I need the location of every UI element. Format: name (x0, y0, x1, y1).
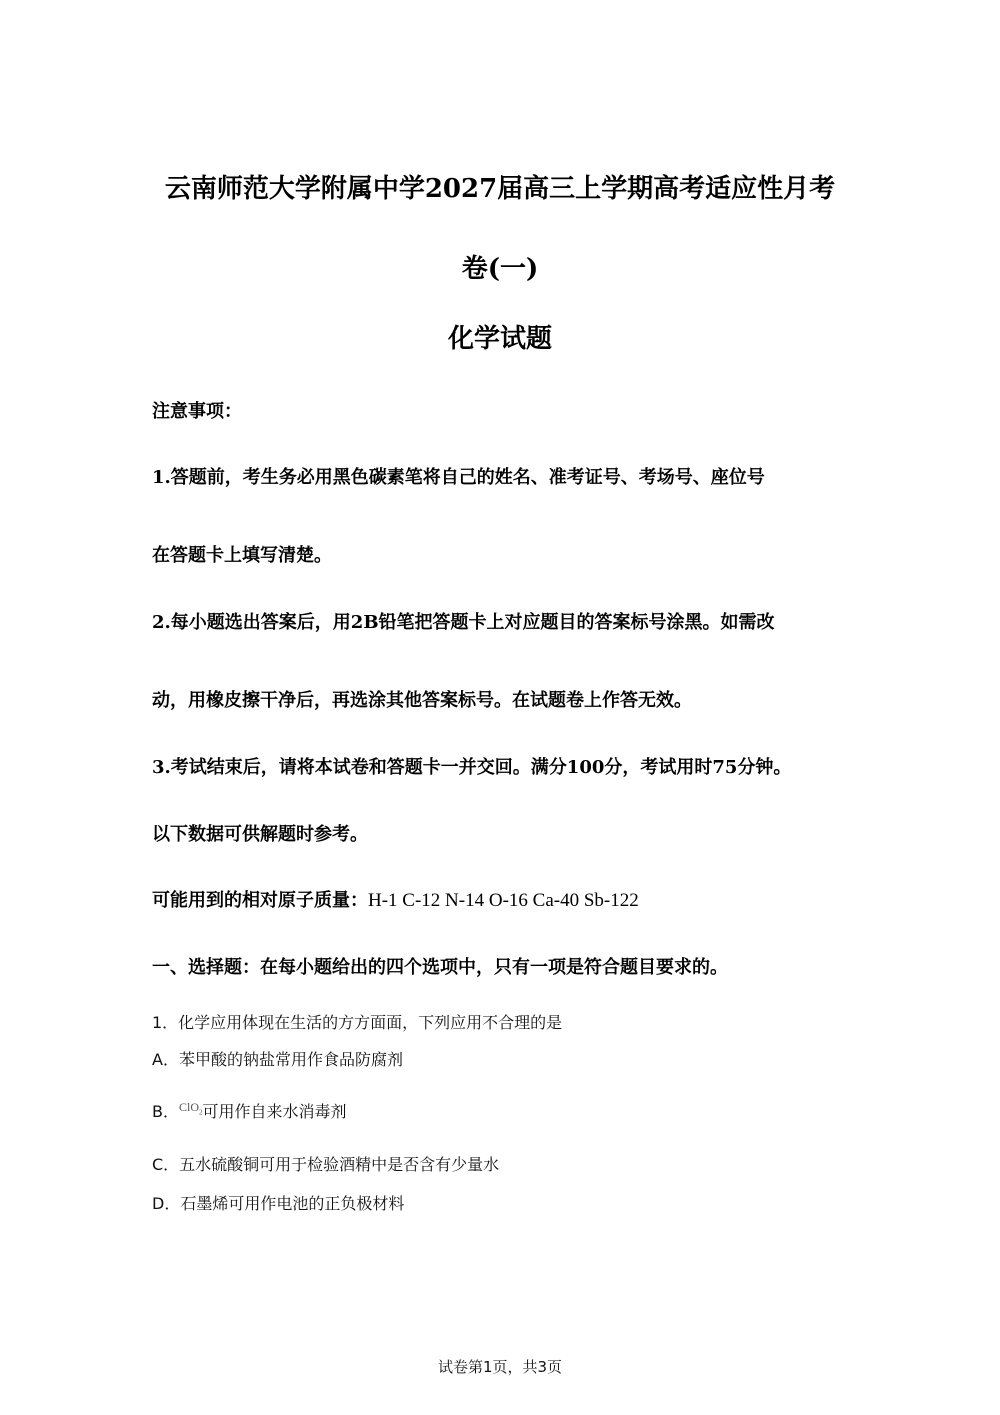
note-2-line2: 动，用橡皮擦干净后，再选涂其他答案标号。在试题卷上作答无效。 (152, 690, 692, 711)
formula-subscript: 2 (199, 1108, 203, 1117)
page-footer: 试卷第1页，共3页 (437, 1358, 563, 1376)
exam-title-line2: 卷(一) (461, 254, 539, 284)
note-1-line2: 在答题卡上填写清楚。 (152, 545, 332, 566)
atomic-mass-label: 可能用到的相对原子质量： (152, 890, 368, 911)
section-1-heading: 一、选择题：在每小题给出的四个选项中，只有一项是符合题目要求的。 (152, 957, 728, 978)
note-3: 3.考试结束后，请将本试卷和答题卡一并交回。满分100分，考试用时75分钟。 (152, 757, 792, 778)
subject-title: 化学试题 (447, 324, 552, 354)
question-1-option-b (152, 1099, 347, 1122)
question-1-stem: 1．化学应用体现在生活的方方面面，下列应用不合理的是 (152, 1013, 563, 1032)
note-2-line1: 2.每小题选出答案后，用2B铅笔把答题卡上对应题目的答案标号涂黑。如需改 (152, 612, 775, 633)
notes-heading: 注意事项： (152, 401, 242, 422)
exam-title-line1: 云南师范大学附属中学2027届高三上学期高考适应性月考 (164, 174, 836, 204)
note-1-line1: 1.答题前，考生务必用黑色碳素笔将自己的姓名、准考证号、考场号、座位号 (152, 467, 765, 488)
atomic-mass-line (152, 886, 639, 912)
question-1-option-a: A．苯甲酸的钠盐常用作食品防腐剂 (152, 1050, 403, 1069)
reference-note: 以下数据可供解题时参考。 (152, 824, 368, 845)
option-b-text: 可用作自来水消毒剂 (202, 1102, 347, 1121)
question-1-option-d: D．石墨烯可用作电池的正负极材料 (152, 1194, 405, 1213)
option-b-prefix: B． (152, 1102, 179, 1121)
question-1-option-c: C．五水硫酸铜可用于检验酒精中是否含有少量水 (152, 1155, 500, 1174)
formula-main: ClO (178, 1100, 199, 1114)
atomic-mass-values: H-1 C-12 N-14 O-16 Ca-40 Sb-122 (368, 890, 639, 911)
option-b-formula (178, 1100, 203, 1117)
